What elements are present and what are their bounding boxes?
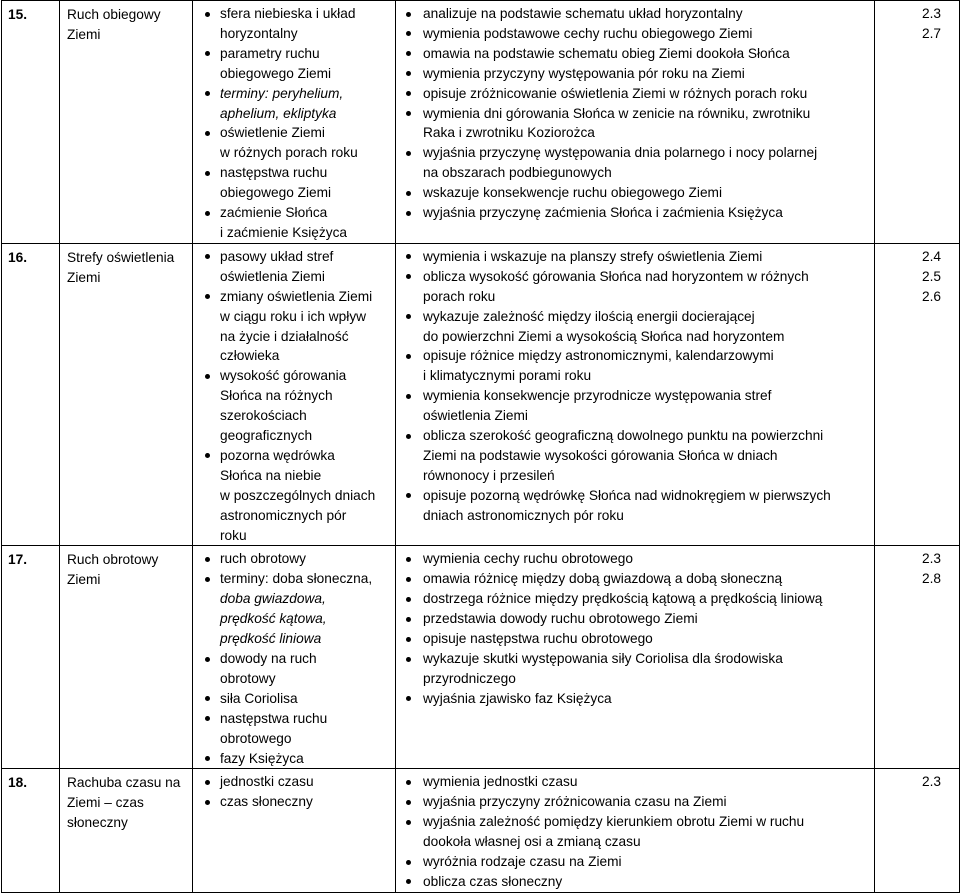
content-cell [193, 769, 396, 892]
requirement-item: wyjaśnia zjawisko faz Księżyca [396, 689, 870, 709]
content-item: jednostki czasu [193, 772, 391, 792]
requirements-cell [396, 1, 875, 244]
requirements-cell [396, 546, 875, 769]
content-item: ruch obrotowy [193, 549, 391, 569]
content-item: oświetlenie Ziemi w różnych porach roku [193, 123, 391, 163]
table-row [2, 1, 960, 244]
reference-code: 2.3 [921, 6, 941, 21]
reference-code: 2.3 [921, 774, 941, 790]
content-item: pasowy układ stref oświetlenia Ziemi [193, 247, 391, 287]
requirement-item: wymienia przyczyny występowania pór roku na Ziemi [396, 64, 870, 84]
requirement-item: wskazuje konsekwencje ruchu obiegowego Ziemi [396, 183, 870, 203]
requirement-item: dostrzega różnice między prędkością kątową a prędkością liniową [396, 589, 870, 609]
content-item: sfera niebieska i układ horyzontalny [193, 4, 391, 44]
lesson-number: 18. [2, 769, 60, 892]
requirement-item: opisuje pozorną wędrówkę Słońca nad widnokręgiem w pierwszych dniach astronomicznych pór roku [396, 486, 870, 526]
requirement-item: oblicza wysokość górowania Słońca nad horyzontem w różnych porach roku [396, 267, 870, 307]
lesson-topic: Rachuba czasu na Ziemi – czas słoneczny [60, 769, 193, 892]
requirement-item: wyróżnia rodzaje czasu na Ziemi [396, 852, 870, 872]
content-item: terminy: peryhelium, aphelium, ekliptyka [193, 84, 391, 124]
requirement-item: wyjaśnia przyczyny zróżnicowania czasu na Ziemi [396, 792, 870, 812]
content-cell [193, 243, 396, 546]
requirements-cell [396, 243, 875, 546]
content-item: terminy: doba słoneczna, doba gwiazdowa, prędkość kątowa, prędkość liniowa [193, 569, 391, 649]
requirement-item: omawia na podstawie schematu obieg Ziemi dookoła Słońca [396, 44, 870, 64]
reference-code: 2.7 [921, 25, 941, 41]
requirement-item: wymienia jednostki czasu [396, 772, 870, 792]
lesson-topic: Ruch obrotowy Ziemi [60, 546, 193, 769]
requirement-item: oblicza szerokość geograficzną dowolnego punktu na powierzchni Ziemi na podstawie wysokości górowania Słońca w dniach równonocy i przesileń [396, 426, 870, 486]
content-item: następstwa ruchu obiegowego Ziemi [193, 163, 391, 203]
table-row [2, 769, 960, 892]
reference-cell [875, 1, 960, 244]
requirement-item: wymienia podstawowe cechy ruchu obiegowego Ziemi [396, 24, 870, 44]
lesson-number: 16. [2, 243, 60, 546]
requirement-item: wymienia cechy ruchu obrotowego [396, 549, 870, 569]
table-row [2, 546, 960, 769]
requirement-item: wymienia i wskazuje na planszy strefy oświetlenia Ziemi [396, 247, 870, 267]
requirement-item: oblicza czas słoneczny [396, 872, 870, 892]
reference-code: 2.5 [921, 268, 941, 284]
table-row [2, 243, 960, 546]
content-item: siła Coriolisa [193, 689, 391, 709]
requirement-item: analizuje na podstawie schematu układ horyzontalny [396, 4, 870, 24]
content-item: dowody na ruch obrotowy [193, 649, 391, 689]
content-cell [193, 546, 396, 769]
requirement-item: opisuje różnice między astronomicznymi, kalendarzowymi i klimatycznymi porami roku [396, 346, 870, 386]
reference-code: 2.8 [921, 571, 941, 587]
content-item: zmiany oświetlenia Ziemi w ciągu roku i ich wpływ na życie i działalność człowieka [193, 287, 391, 367]
reference-cell [875, 769, 960, 892]
content-item: zaćmienie Słońca i zaćmienie Księżyca [193, 203, 391, 243]
content-item: wysokość górowania Słońca na różnych szerokościach geograficznych [193, 366, 391, 446]
lesson-topic: Strefy oświetlenia Ziemi [60, 243, 193, 546]
requirement-item: opisuje następstwa ruchu obrotowego [396, 629, 870, 649]
requirement-item: omawia różnicę między dobą gwiazdową a dobą słoneczną [396, 569, 870, 589]
content-item: parametry ruchu obiegowego Ziemi [193, 44, 391, 84]
content-item: fazy Księżyca [193, 749, 391, 769]
lesson-number: 17. [2, 546, 60, 769]
lesson-topic: Ruch obiegowy Ziemi [60, 1, 193, 244]
requirement-item: opisuje zróżnicowanie oświetlenia Ziemi w różnych porach roku [396, 84, 870, 104]
lesson-number: 15. [2, 1, 60, 244]
content-item: następstwa ruchu obrotowego [193, 709, 391, 749]
requirement-item: wymienia konsekwencje przyrodnicze występowania stref oświetlenia Ziemi [396, 386, 870, 426]
requirement-item: wyjaśnia przyczynę występowania dnia polarnego i nocy polarnej na obszarach podbiegunowych [396, 143, 870, 183]
requirement-item: wyjaśnia przyczynę zaćmienia Słońca i zaćmienia Księżyca [396, 203, 870, 223]
requirement-item: przedstawia dowody ruchu obrotowego Ziemi [396, 609, 870, 629]
curriculum-table [1, 0, 960, 893]
reference-cell [875, 546, 960, 769]
reference-code: 2.6 [921, 288, 941, 304]
reference-cell [875, 243, 960, 546]
requirement-item: wykazuje skutki występowania siły Coriolisa dla środowiska przyrodniczego [396, 649, 870, 689]
requirement-item: wymienia dni górowania Słońca w zenicie na równiku, zwrotniku Raka i zwrotniku Koziorożca [396, 104, 870, 144]
reference-code: 2.4 [921, 248, 941, 264]
reference-code: 2.3 [921, 551, 941, 567]
requirement-item: wykazuje zależność między ilością energii docierającej do powierzchni Ziemi a wysokością Słońca nad horyzontem [396, 307, 870, 347]
requirement-item: wyjaśnia zależność pomiędzy kierunkiem obrotu Ziemi w ruchu dookoła własnej osi a zmianą czasu [396, 812, 870, 852]
content-item: pozorna wędrówka Słońca na niebie w poszczególnych dniach astronomicznych pór roku [193, 446, 391, 546]
requirements-cell [396, 769, 875, 892]
content-cell [193, 1, 396, 244]
content-item: czas słoneczny [193, 792, 391, 812]
